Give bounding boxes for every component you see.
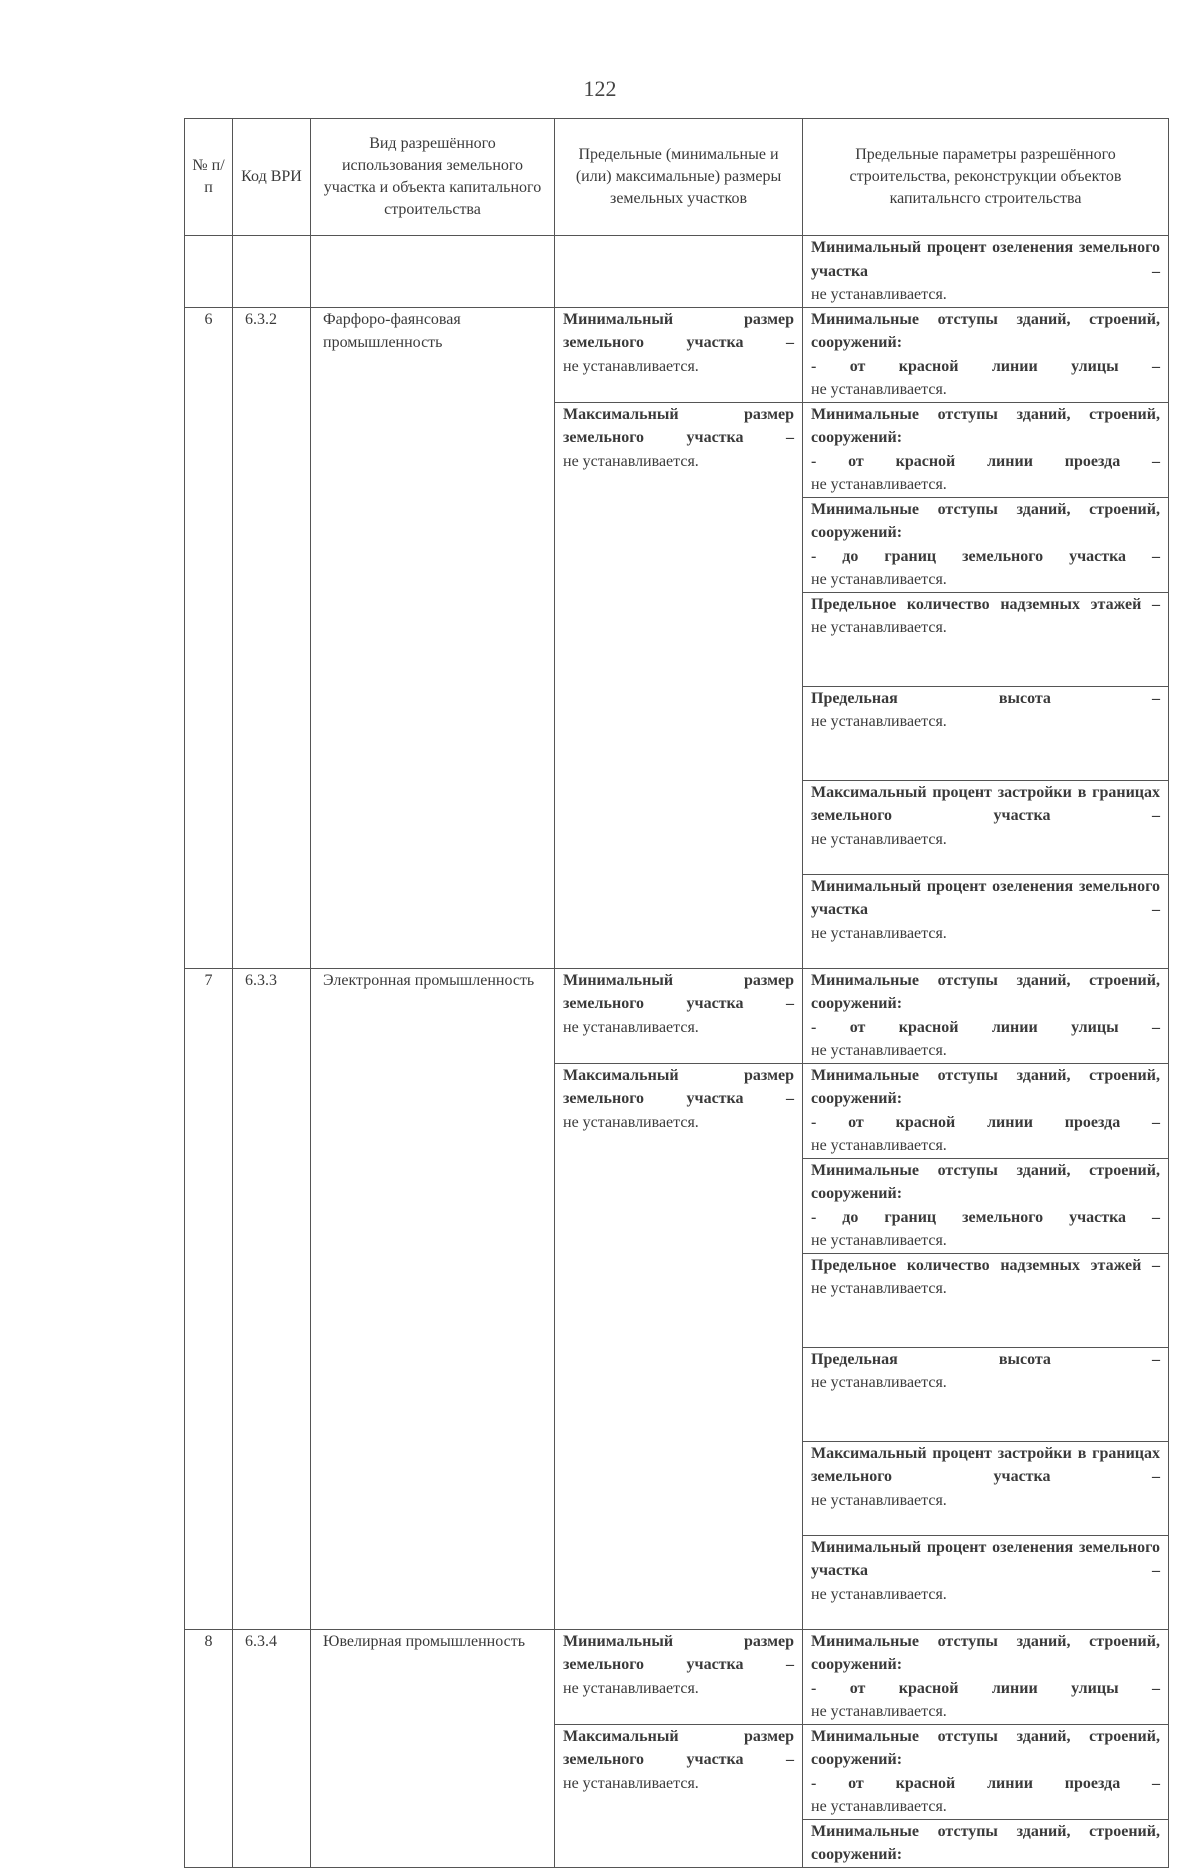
param-cell: [803, 1253, 1169, 1347]
param-cell: [803, 1629, 1169, 1724]
param-cell: [803, 236, 1169, 308]
param-value: не устанавливается.: [811, 830, 947, 848]
param-cell: [803, 592, 1169, 686]
param-title: Минимальные отступы зданий, строений, сооружений:: [811, 405, 1160, 446]
plot-size-title: Минимальный размер земельного участка –: [563, 1632, 794, 1673]
param-cell: [803, 1535, 1169, 1629]
land-use-table: [184, 118, 1169, 1868]
param-title: Предельное количество надземных этажей –: [811, 595, 1160, 613]
use-kind-cell: Электронная промышленность: [311, 968, 555, 1629]
param-value: не устанавливается.: [811, 381, 947, 398]
use-kind-cell: Ювелирная промышленность: [311, 1629, 555, 1867]
plot-size-min-cell: [555, 1629, 803, 1724]
param-value: не устанавливается.: [811, 1042, 947, 1059]
table-row: [185, 307, 1169, 402]
param-title: Предельная высота –: [811, 1350, 1160, 1368]
plot-size-value: не устанавливается.: [563, 452, 699, 470]
plot-size-title: Максимальный размер земельного участка –: [563, 1727, 794, 1768]
param-title: Минимальный процент озеленения земельного участка –: [811, 1538, 1160, 1579]
param-cell: [803, 1063, 1169, 1158]
param-cell: [803, 1158, 1169, 1253]
plot-size-title: Максимальный размер земельного участка –: [563, 1066, 794, 1107]
header-use-kind: Вид разрешённого использования земельного участка и объекта капитального строительства: [311, 119, 555, 236]
param-cell: [803, 1347, 1169, 1441]
param-title: Минимальные отступы зданий, строений, сооружений:: [811, 1727, 1160, 1768]
param-title: Минимальный процент озеленения земельного участка –: [811, 239, 1160, 280]
param-detail: - до границ земельного участка –: [811, 1208, 1160, 1226]
plot-size-cell: [555, 236, 803, 308]
param-cell: [803, 686, 1169, 780]
plot-size-value: не устанавливается.: [563, 1018, 699, 1036]
table-row: [185, 1629, 1169, 1724]
param-cell: [803, 780, 1169, 874]
param-title: Минимальные отступы зданий, строений, сооружений:: [811, 1066, 1160, 1107]
use-kind-cell: Фарфоро-фаянсовая промышленность: [311, 307, 555, 968]
param-cell: [803, 402, 1169, 497]
param-value: не устанавливается.: [811, 1491, 947, 1509]
code-cell: 6.3.4: [233, 1629, 311, 1867]
table-header-row: [185, 119, 1169, 236]
param-value: не устанавливается.: [811, 1280, 947, 1297]
plot-size-max-cell: [555, 1063, 803, 1629]
param-cell: [803, 1724, 1169, 1819]
param-value: не устанавливается.: [811, 1137, 947, 1154]
param-detail: - от красной линии проезда –: [811, 1774, 1160, 1792]
use-kind-cell: [311, 236, 555, 308]
number-cell: 7: [185, 968, 233, 1629]
header-build-params: Предельные параметры разрешённого строительства, реконструкции объектов капитальнсго строительства: [803, 119, 1169, 236]
param-title: Минимальные отступы зданий, строений, сооружений:: [811, 1632, 1160, 1673]
table-row: [185, 236, 1169, 308]
code-cell: 6.3.2: [233, 307, 311, 968]
param-value: не устанавливается.: [811, 571, 947, 588]
param-title: Минимальные отступы зданий, строений, сооружений:: [811, 971, 1160, 1012]
number-cell: 8: [185, 1629, 233, 1867]
param-detail: - от красной линии улицы –: [811, 1018, 1160, 1036]
plot-size-title: Минимальный размер земельного участка –: [563, 971, 794, 1012]
param-value: не устанавливается.: [811, 713, 947, 730]
header-number: № п/п: [185, 119, 233, 236]
param-detail: - от красной линии улицы –: [811, 1679, 1160, 1697]
param-cell: [803, 1819, 1169, 1867]
param-title: Минимальный процент озеленения земельного участка –: [811, 877, 1160, 918]
param-cell: [803, 874, 1169, 968]
param-cell: [803, 307, 1169, 402]
plot-size-title: Минимальный размер земельного участка –: [563, 310, 794, 351]
plot-size-title: Максимальный размер земельного участка –: [563, 405, 794, 446]
plot-size-value: не устанавливается.: [563, 1774, 699, 1792]
param-title: Предельная высота –: [811, 689, 1160, 707]
plot-size-max-cell: [555, 1724, 803, 1867]
param-cell: [803, 1441, 1169, 1535]
param-value: не устанавливается.: [811, 1798, 947, 1815]
plot-size-value: не устанавливается.: [563, 357, 699, 375]
param-value: не устанавливается.: [811, 286, 947, 303]
param-cell: [803, 968, 1169, 1063]
table-row: [185, 968, 1169, 1063]
param-value: не устанавливается.: [811, 1374, 947, 1391]
param-title: Предельное количество надземных этажей –: [811, 1256, 1160, 1274]
header-code: Код ВРИ: [233, 119, 311, 236]
param-value: не устанавливается.: [811, 1232, 947, 1249]
param-value: не устанавливается.: [811, 924, 947, 942]
code-cell: [233, 236, 311, 308]
param-title: Минимальные отступы зданий, строений, сооружений:: [811, 310, 1160, 351]
param-title: Минимальные отступы зданий, строений, сооружений:: [811, 500, 1160, 541]
param-detail: - до границ земельного участка –: [811, 547, 1160, 565]
param-value: не устанавливается.: [811, 476, 947, 493]
page-number: 122: [583, 76, 617, 101]
param-value: не устанавливается.: [811, 619, 947, 636]
plot-size-value: не устанавливается.: [563, 1679, 699, 1697]
number-cell: 6: [185, 307, 233, 968]
param-title: Минимальные отступы зданий, строений, сооружений:: [811, 1161, 1160, 1202]
header-plot-size: Предельные (минимальные и (или) максимальные) размеры земельных участков: [555, 119, 803, 236]
param-title: Максимальный процент застройки в границах земельного участка –: [811, 1444, 1160, 1485]
number-cell: [185, 236, 233, 308]
param-value: не устанавливается.: [811, 1703, 947, 1720]
param-detail: - от красной линии проезда –: [811, 452, 1160, 470]
param-detail: - от красной линии улицы –: [811, 357, 1160, 375]
param-title: Максимальный процент застройки в границах земельного участка –: [811, 783, 1160, 824]
param-title: Минимальные отступы зданий, строений, сооружений:: [811, 1822, 1160, 1863]
param-value: не устанавливается.: [811, 1585, 947, 1603]
param-cell: [803, 497, 1169, 592]
plot-size-min-cell: [555, 968, 803, 1063]
plot-size-value: не устанавливается.: [563, 1113, 699, 1131]
plot-size-max-cell: [555, 402, 803, 968]
param-detail: - от красной линии проезда –: [811, 1113, 1160, 1131]
code-cell: 6.3.3: [233, 968, 311, 1629]
plot-size-min-cell: [555, 307, 803, 402]
